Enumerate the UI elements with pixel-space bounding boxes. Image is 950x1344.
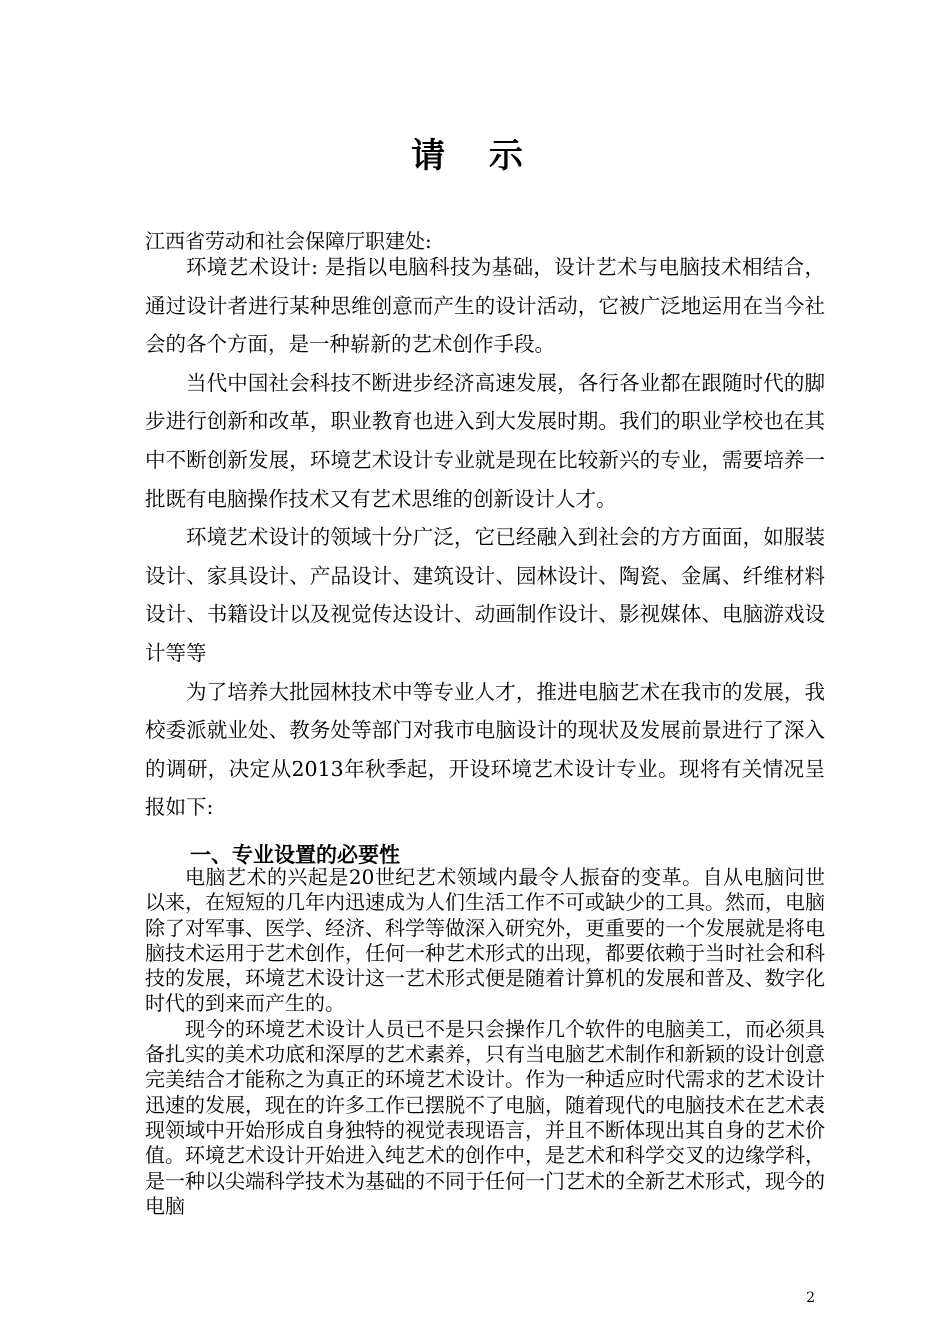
document-title: 请 示 — [411, 136, 539, 176]
paragraph-2: 当代中国社会科技不断进步经济高速发展，各行各业都在跟随时代的脚步进行创新和改革，职业教育也进入到大发展时期。我们的职业学校也在其中不断创新发展，环境艺术设计专业就是现在比较新兴的专业，需要培养一批既有电脑操作技术又有艺术思维的创新设计人才。 — [145, 370, 825, 511]
paragraph-4: 为了培养大批园林技术中等专业人才，推进电脑艺术在我市的发展，我校委派就业处、教务处等部门对我市电脑设计的现状及发展前景进行了深入的调研，决定从2013年秋季起，开设环境艺术设计专业。现将有关情况呈报如下: — [145, 679, 825, 820]
section-heading: 一、专业设置的必要性 — [190, 843, 400, 867]
section-paragraph-1: 电脑艺术的兴起是20世纪艺术领域内最令人振奋的变革。自从电脑问世以来，在短短的几年内迅速成为人们生活工作不可或缺少的工具。然而，电脑除了对军事、医学、经济、科学等做深入研究外，更重要的一个发展就是将电脑技术运用于艺术创作，任何一种艺术形式的出现，都要依赖于当时社会和科技的发展，环境艺术设计这一艺术形式便是随着计算机的发展和普及、数字化时代的到来而产生的。 — [145, 865, 825, 1016]
section-paragraph-2: 现今的环境艺术设计人员已不是只会操作几个软件的电脑美工，而必须具备扎实的美术功底和深厚的艺术素养，只有当电脑艺术制作和新颖的设计创意完美结合才能称之为真正的环境艺术设计。作为一种适应时代需求的艺术设计迅速的发展，现在的许多工作已摆脱不了电脑，随着现代的电脑技术在艺术表现领域中开始形成自身独特的视觉表现语言，并且不断体现出其自身的艺术价值。环境艺术设计开始进入纯艺术的创作中，是艺术和科学交叉的边缘学科，是一种以尖端科学技术为基础的不同于任何一门艺术的全新艺术形式，现今的电脑 — [145, 1016, 825, 1218]
page-number: 2 — [806, 1290, 815, 1306]
addressee: 江西省劳动和社会保障厅职建处: — [145, 229, 432, 253]
paragraph-3: 环境艺术设计的领域十分广泛，它已经融入到社会的方方面面，如服装设计、家具设计、产品设计、建筑设计、园林设计、陶瓷、金属、纤维材料设计、书籍设计以及视觉传达设计、动画制作设计、影视媒体、电脑游戏设计等等 — [145, 525, 825, 665]
section-body — [145, 865, 825, 1219]
paragraph-1: 环境艺术设计: 是指以电脑科技为基础，设计艺术与电脑技术相结合，通过设计者进行某种思维创意而产生的设计活动，它被广泛地运用在当今社会的各个方面，是一种崭新的艺术创作手段。 — [145, 255, 825, 357]
intro-body — [145, 248, 825, 827]
